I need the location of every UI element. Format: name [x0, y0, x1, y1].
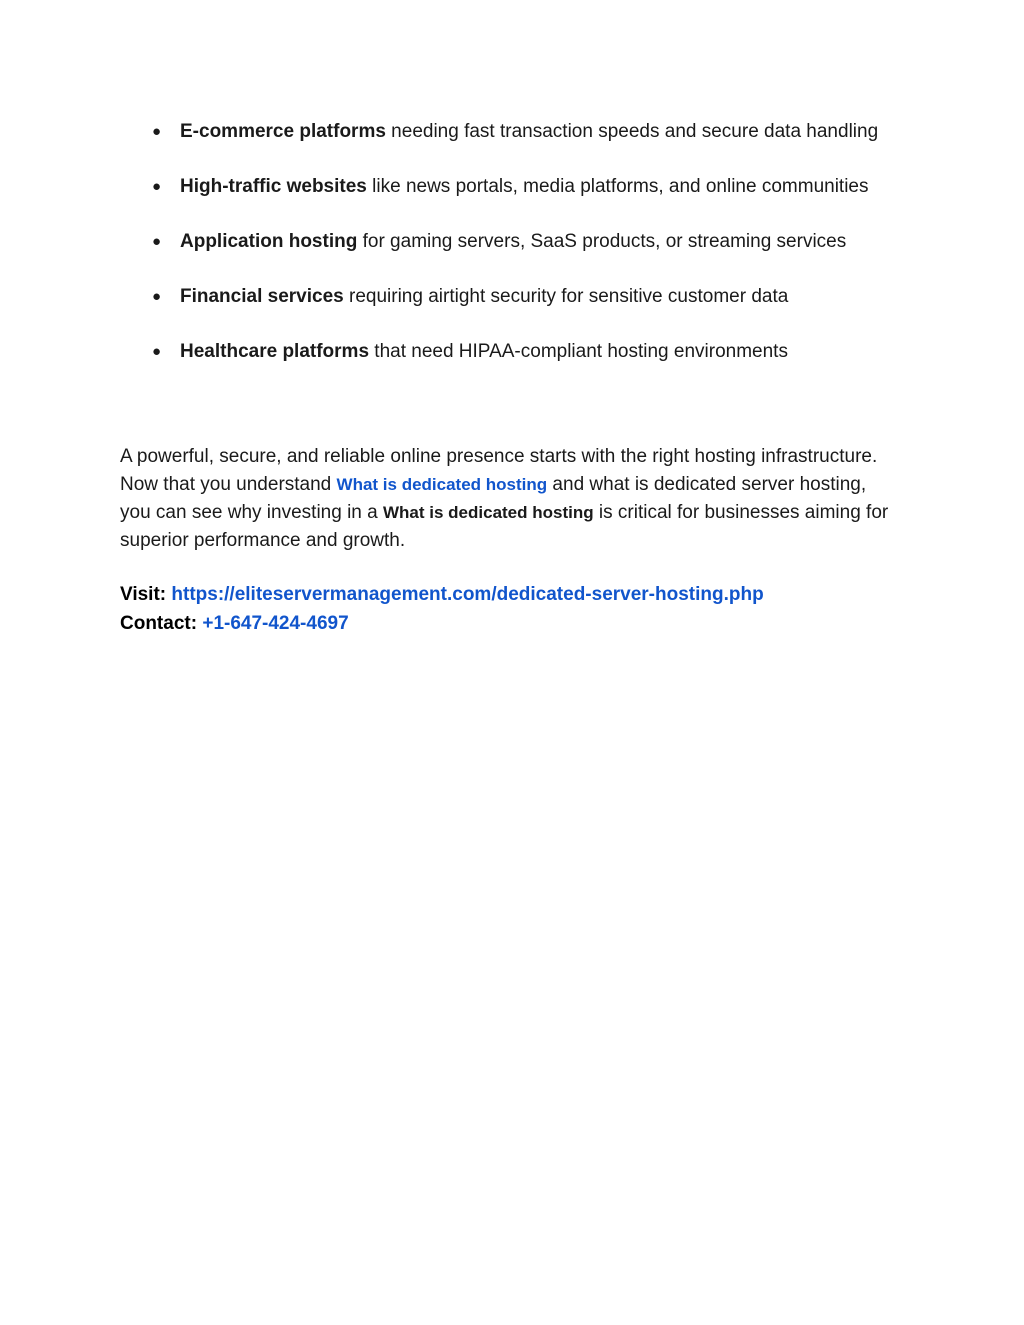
list-item-title: High-traffic websites [180, 176, 367, 197]
website-link[interactable]: https://eliteservermanagement.com/dedicated-server-hosting.php [171, 584, 764, 605]
bullet-icon: ● [152, 233, 162, 250]
list-item-title: E-commerce platforms [180, 121, 386, 142]
visit-label: Visit: [120, 584, 167, 605]
list-item [152, 118, 882, 146]
list-item-text: needing fast transaction speeds and secure data handling [385, 121, 879, 142]
bullet-icon: ● [152, 123, 162, 140]
list-item [152, 228, 882, 256]
dedicated-hosting-term: What is dedicated hosting [383, 503, 594, 522]
list-item [152, 283, 882, 311]
list-item [152, 173, 882, 201]
paragraph-text: and what is dedicated server hosting, you can see why investing in a [120, 474, 867, 523]
list-item-text: requiring airtight security for sensitive customer data [343, 286, 789, 307]
list-item-text: that need HIPAA-compliant hosting environments [369, 341, 788, 362]
visit-line [120, 580, 900, 609]
contact-label: Contact: [120, 613, 198, 634]
dedicated-hosting-link[interactable]: What is dedicated hosting [336, 475, 548, 494]
list-item-title: Financial services [180, 286, 344, 307]
contact-block [120, 580, 900, 638]
list-item-title: Healthcare platforms [180, 341, 370, 362]
paragraph-text: A powerful, secure, and reliable online presence starts with the right hosting infrastructure. Now that you understand [120, 446, 878, 495]
list-item [152, 338, 882, 366]
phone-link[interactable]: +1-647-424-4697 [202, 613, 349, 634]
summary-paragraph [120, 443, 890, 555]
paragraph-text: is critical for businesses aiming for superior performance and growth. [120, 502, 889, 551]
list-item-text: for gaming servers, SaaS products, or streaming services [357, 231, 847, 252]
bullet-icon: ● [152, 288, 162, 305]
bullet-icon: ● [152, 178, 162, 195]
list-item-text: like news portals, media platforms, and online communities [366, 176, 869, 197]
contact-line [120, 609, 900, 638]
use-case-list [152, 118, 882, 393]
list-item-title: Application hosting [180, 231, 358, 252]
bullet-icon: ● [152, 343, 162, 360]
